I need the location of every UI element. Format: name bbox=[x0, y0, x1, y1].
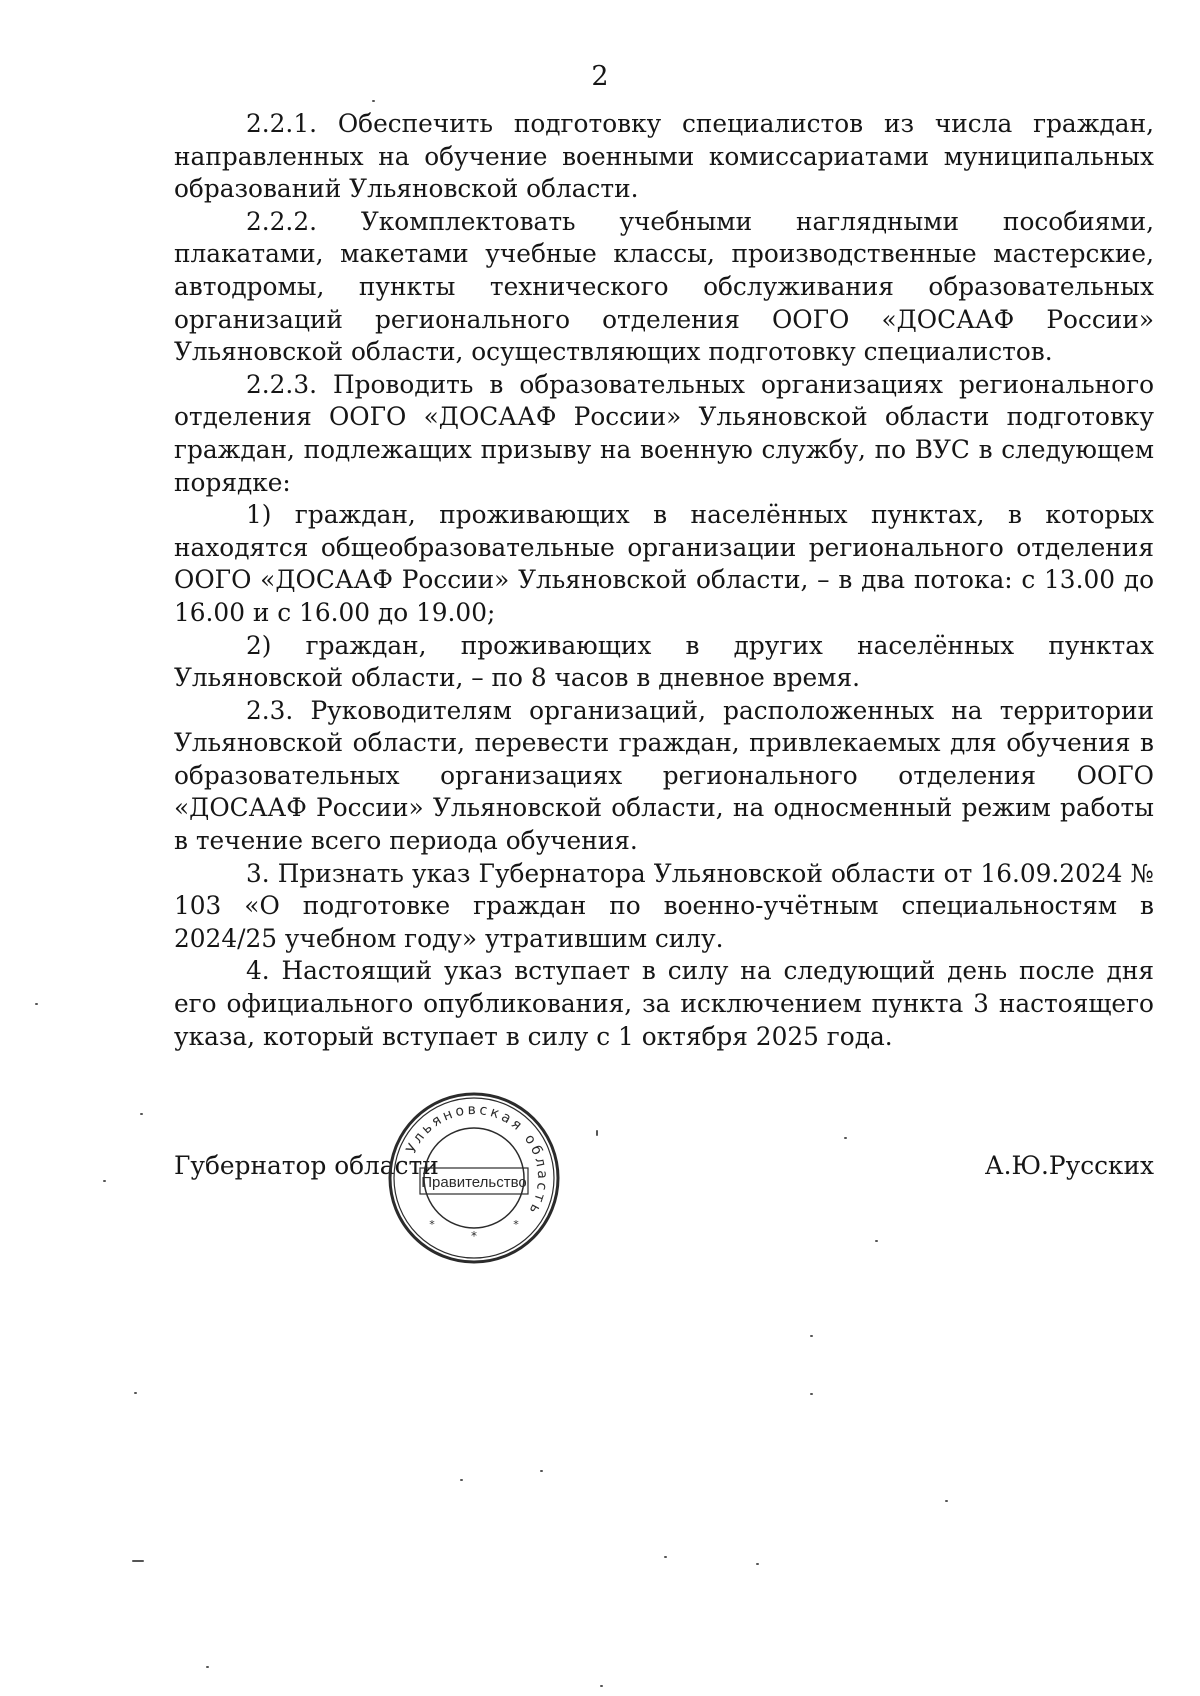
seal-stamp-icon bbox=[386, 1090, 562, 1266]
scan-speck bbox=[600, 1685, 603, 1687]
scan-speck bbox=[103, 1180, 106, 1182]
scan-speck bbox=[875, 1240, 878, 1242]
signatory-position: Губернатор области bbox=[174, 1151, 439, 1180]
paragraph-3: 3. Признать указ Губернатора Ульяновской области от 16.09.2024 № 103 «О подготовке граждан по военно-учётным специальностям в 2024/25 учебном году» утратившим силу. bbox=[174, 858, 1154, 953]
document-body bbox=[174, 108, 1154, 1053]
signatory-name: А.Ю.Русских bbox=[984, 1151, 1154, 1180]
seal-star-icon: * bbox=[429, 1218, 435, 1231]
scan-speck bbox=[810, 1335, 813, 1337]
scan-speck bbox=[134, 1392, 137, 1394]
scan-speck bbox=[372, 100, 375, 102]
scan-speck bbox=[664, 1556, 667, 1558]
scan-speck bbox=[35, 1003, 38, 1005]
scan-speck bbox=[140, 1113, 143, 1115]
scan-speck bbox=[945, 1500, 948, 1502]
scan-speck bbox=[844, 1137, 847, 1139]
page-number: 2 bbox=[591, 61, 609, 92]
paragraph-item-1: 1) граждан, проживающих в населённых пунктах, в которых находятся общеобразовательные организации регионального отделения ООГО «ДОСААФ России» Ульяновской области, – в два потока: с 13.00 до 16.00 и с 16.00 до 19.00; bbox=[174, 500, 1154, 627]
scan-speck bbox=[810, 1393, 813, 1395]
official-seal bbox=[386, 1090, 562, 1266]
paragraph-2-2-3: 2.2.3. Проводить в образовательных организациях регионального отделения ООГО «ДОСААФ России» Ульяновской области подготовку граждан, подлежащих призыву на военную службу, по ВУС в следующем порядке: bbox=[174, 369, 1154, 497]
signature-block bbox=[174, 1150, 1154, 1200]
scan-speck bbox=[540, 1470, 543, 1472]
scan-speck bbox=[596, 1130, 598, 1136]
scan-speck bbox=[756, 1563, 759, 1565]
paragraph-2-2-1: 2.2.1. Обеспечить подготовку специалистов из числа граждан, направленных на обучение военными комиссариатами муниципальных образований Ульяновской области. bbox=[174, 109, 1154, 204]
paragraph-4: 4. Настоящий указ вступает в силу на следующий день после дня его официального опубликования, за исключением пункта 3 настоящего указа, который вступает в силу с 1 октября 2025 года. bbox=[174, 956, 1154, 1051]
paragraph-item-2: 2) граждан, проживающих в других населённых пунктах Ульяновской области, – по 8 часов в дневное время. bbox=[174, 630, 1154, 693]
paragraph-2-2-2: 2.2.2. Укомплектовать учебными наглядными пособиями, плакатами, макетами учебные классы, производственные мастерские, автодромы, пункты технического обслуживания образовательных организаций регионального отделения ООГО «ДОСААФ России» Ульяновской области, осуществляющих подготовку специалистов. bbox=[174, 206, 1154, 367]
paragraph-2-3: 2.3. Руководителям организаций, расположенных на территории Ульяновской области, перевести граждан, привлекаемых для обучения в образовательных организациях регионального отделения ООГО «ДОСААФ России» Ульяновской области, на односменный режим работы в течение всего периода обучения. bbox=[174, 695, 1154, 856]
scan-speck bbox=[132, 1560, 144, 1562]
seal-star-icon: * bbox=[513, 1218, 519, 1231]
seal-ring-text: Ульяновская область bbox=[403, 1101, 551, 1219]
scan-speck bbox=[460, 1479, 463, 1481]
seal-star-icon: * bbox=[471, 1229, 477, 1243]
scan-speck bbox=[206, 1666, 209, 1668]
seal-center-text: Правительство bbox=[421, 1174, 527, 1191]
